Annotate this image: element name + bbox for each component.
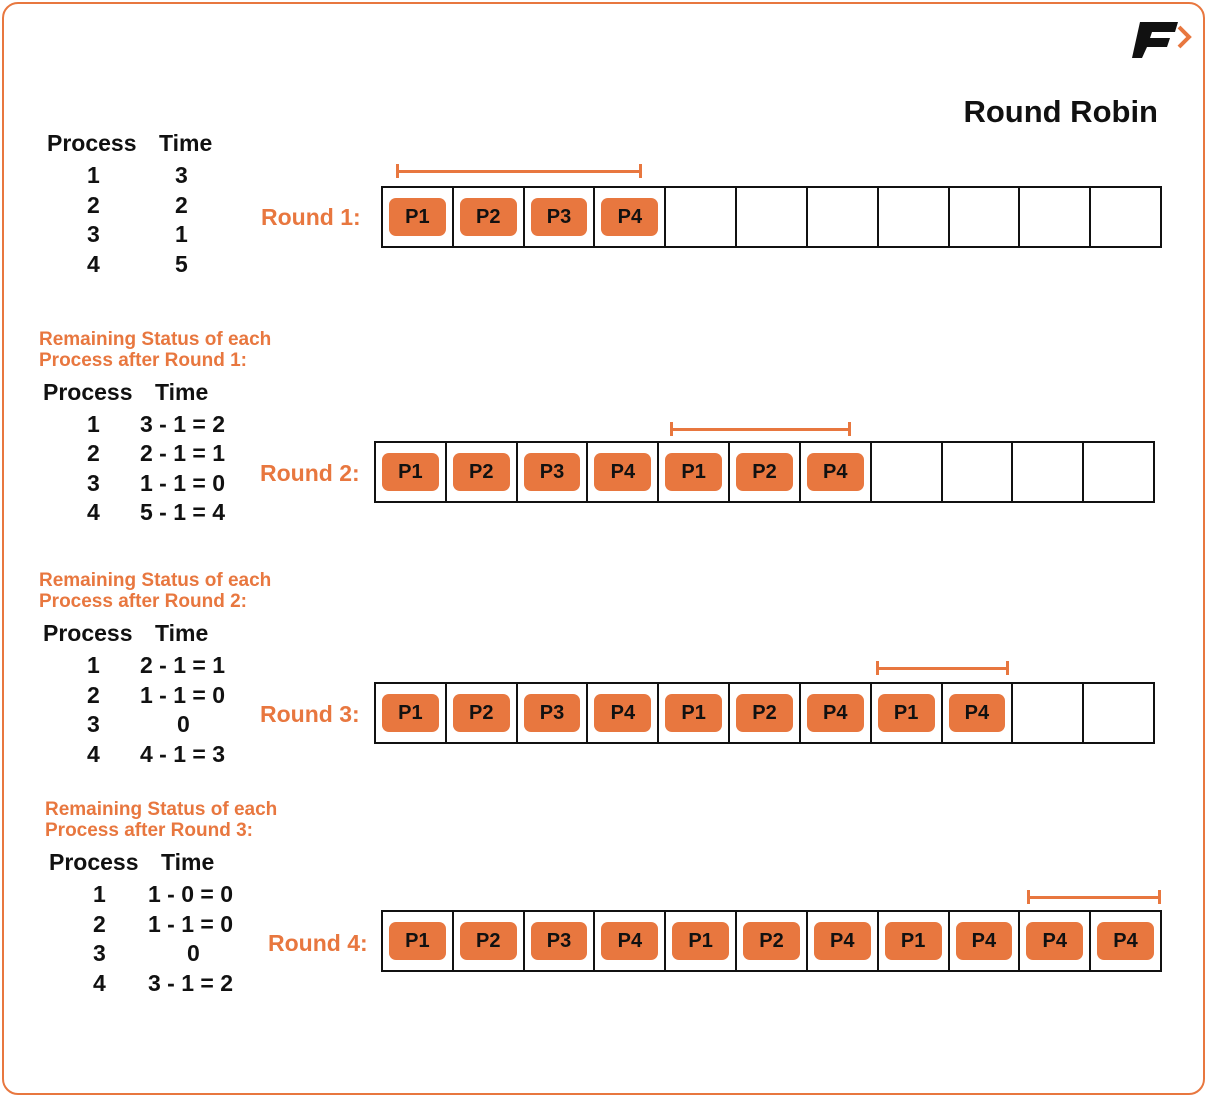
process-chip: P1 bbox=[665, 694, 722, 732]
timeline-slot bbox=[1084, 443, 1153, 501]
process-chip: P1 bbox=[665, 453, 722, 491]
status-caption-round-2: Remaining Status of each Process after Round 2: bbox=[39, 570, 272, 612]
timeline-slot bbox=[808, 912, 879, 970]
timeline-slot bbox=[659, 684, 730, 742]
process-time: 4 - 1 = 3 bbox=[140, 741, 226, 767]
timeline-slot bbox=[588, 443, 659, 501]
status-caption-round-1: Remaining Status of each Process after Round 1: bbox=[39, 329, 272, 371]
process-chip: P4 bbox=[601, 922, 658, 960]
process-chip: P1 bbox=[878, 694, 935, 732]
process-chip: P4 bbox=[807, 694, 864, 732]
timeline-slot bbox=[801, 684, 872, 742]
timeline-slot bbox=[1091, 912, 1160, 970]
process-time: 1 - 1 = 0 bbox=[140, 470, 226, 496]
timeline-slot bbox=[943, 443, 1014, 501]
process-time: 1 bbox=[175, 221, 188, 247]
process-id: 2 bbox=[87, 440, 100, 466]
timeline-slot bbox=[659, 443, 730, 501]
timeline-slot bbox=[730, 684, 801, 742]
process-id: 2 bbox=[87, 192, 100, 218]
process-id: 2 bbox=[87, 682, 100, 708]
time-header: Time bbox=[155, 379, 209, 405]
round-4-label: Round 4: bbox=[268, 930, 368, 956]
timeline-slot bbox=[879, 912, 950, 970]
round-3-label: Round 3: bbox=[260, 701, 360, 727]
round-2-bracket bbox=[670, 422, 851, 436]
process-chip: P1 bbox=[389, 198, 446, 236]
process-id: 3 bbox=[93, 940, 106, 966]
process-chip: P2 bbox=[736, 453, 793, 491]
diagram-title: Round Robin bbox=[963, 94, 1158, 129]
timeline-slot bbox=[376, 443, 447, 501]
status-table-round-2 bbox=[43, 620, 263, 770]
process-chip: P4 bbox=[594, 694, 651, 732]
process-chip: P1 bbox=[382, 694, 439, 732]
timeline-slot bbox=[943, 684, 1014, 742]
timeline-slot bbox=[1020, 188, 1091, 246]
process-time: 2 - 1 = 1 bbox=[140, 440, 226, 466]
process-chip: P3 bbox=[531, 922, 588, 960]
timeline-slot bbox=[1084, 684, 1153, 742]
status-table-round-3 bbox=[49, 849, 269, 999]
timeline-slot bbox=[1091, 188, 1160, 246]
process-id: 4 bbox=[87, 499, 100, 525]
status-table-round-1 bbox=[43, 379, 263, 529]
timeline-slot bbox=[447, 684, 518, 742]
process-chip: P4 bbox=[956, 922, 1013, 960]
timeline-slot bbox=[950, 188, 1021, 246]
timeline-slot bbox=[595, 188, 666, 246]
process-chip: P2 bbox=[453, 694, 510, 732]
round-2-timeline bbox=[374, 441, 1155, 503]
process-chip: P1 bbox=[672, 922, 729, 960]
brand-logo-icon bbox=[1130, 18, 1194, 62]
timeline-slot bbox=[666, 188, 737, 246]
process-id: 3 bbox=[87, 711, 100, 737]
round-1-bracket bbox=[396, 164, 642, 178]
initial-process-table bbox=[47, 130, 247, 280]
process-time: 0 bbox=[177, 711, 190, 737]
process-time: 5 - 1 = 4 bbox=[140, 499, 226, 525]
timeline-slot bbox=[730, 443, 801, 501]
process-chip: P3 bbox=[524, 694, 581, 732]
process-chip: P2 bbox=[460, 198, 517, 236]
process-id: 4 bbox=[87, 251, 100, 277]
process-chip: P3 bbox=[531, 198, 588, 236]
timeline-slot bbox=[1013, 684, 1084, 742]
process-chip: P1 bbox=[885, 922, 942, 960]
process-chip: P2 bbox=[460, 922, 517, 960]
round-4-timeline bbox=[381, 910, 1162, 972]
timeline-slot bbox=[737, 188, 808, 246]
round-1-label: Round 1: bbox=[261, 204, 361, 230]
timeline-slot bbox=[879, 188, 950, 246]
timeline-slot bbox=[376, 684, 447, 742]
timeline-slot bbox=[666, 912, 737, 970]
time-header: Time bbox=[161, 849, 215, 875]
process-time: 5 bbox=[175, 251, 188, 277]
timeline-slot bbox=[454, 188, 525, 246]
process-id: 1 bbox=[93, 881, 106, 907]
process-id: 3 bbox=[87, 221, 100, 247]
timeline-slot bbox=[1013, 443, 1084, 501]
process-id: 1 bbox=[87, 652, 100, 678]
process-time: 2 - 1 = 1 bbox=[140, 652, 226, 678]
timeline-slot bbox=[808, 188, 879, 246]
process-id: 1 bbox=[87, 162, 100, 188]
process-header: Process bbox=[43, 379, 133, 405]
process-id: 2 bbox=[93, 911, 106, 937]
timeline-slot bbox=[872, 443, 943, 501]
timeline-slot bbox=[454, 912, 525, 970]
round-3-timeline bbox=[374, 682, 1155, 744]
process-chip: P4 bbox=[1026, 922, 1083, 960]
process-chip: P3 bbox=[524, 453, 581, 491]
process-header: Process bbox=[43, 620, 133, 646]
round-3-bracket bbox=[876, 661, 1009, 675]
process-chip: P2 bbox=[743, 922, 800, 960]
process-chip: P4 bbox=[594, 453, 651, 491]
process-id: 3 bbox=[87, 470, 100, 496]
process-time: 3 - 1 = 2 bbox=[140, 411, 226, 437]
process-chip: P2 bbox=[453, 453, 510, 491]
time-header: Time bbox=[155, 620, 209, 646]
timeline-slot bbox=[872, 684, 943, 742]
process-header: Process bbox=[49, 849, 139, 875]
process-chip: P4 bbox=[601, 198, 658, 236]
process-header: Process bbox=[47, 130, 137, 156]
process-chip: P1 bbox=[382, 453, 439, 491]
process-time: 0 bbox=[187, 940, 200, 966]
round-1-timeline bbox=[381, 186, 1162, 248]
process-chip: P4 bbox=[807, 453, 864, 491]
process-id: 4 bbox=[93, 970, 106, 996]
timeline-slot bbox=[737, 912, 808, 970]
process-time: 3 - 1 = 2 bbox=[148, 970, 234, 996]
process-chip: P1 bbox=[389, 922, 446, 960]
timeline-slot bbox=[801, 443, 872, 501]
timeline-slot bbox=[1020, 912, 1091, 970]
timeline-slot bbox=[447, 443, 518, 501]
process-chip: P4 bbox=[949, 694, 1006, 732]
timeline-slot bbox=[950, 912, 1021, 970]
process-time: 3 bbox=[175, 162, 188, 188]
timeline-slot bbox=[383, 188, 454, 246]
timeline-slot bbox=[525, 912, 596, 970]
process-chip: P2 bbox=[736, 694, 793, 732]
round-4-bracket bbox=[1027, 890, 1161, 904]
round-2-label: Round 2: bbox=[260, 460, 360, 486]
process-time: 2 bbox=[175, 192, 188, 218]
timeline-slot bbox=[525, 188, 596, 246]
timeline-slot bbox=[383, 912, 454, 970]
process-id: 1 bbox=[87, 411, 100, 437]
process-id: 4 bbox=[87, 741, 100, 767]
time-header: Time bbox=[159, 130, 213, 156]
timeline-slot bbox=[518, 443, 589, 501]
process-chip: P4 bbox=[814, 922, 871, 960]
process-chip: P4 bbox=[1097, 922, 1154, 960]
timeline-slot bbox=[595, 912, 666, 970]
status-caption-round-3: Remaining Status of each Process after Round 3: bbox=[45, 799, 278, 841]
process-time: 1 - 1 = 0 bbox=[148, 911, 234, 937]
timeline-slot bbox=[588, 684, 659, 742]
process-time: 1 - 1 = 0 bbox=[140, 682, 226, 708]
timeline-slot bbox=[518, 684, 589, 742]
process-time: 1 - 0 = 0 bbox=[148, 881, 234, 907]
